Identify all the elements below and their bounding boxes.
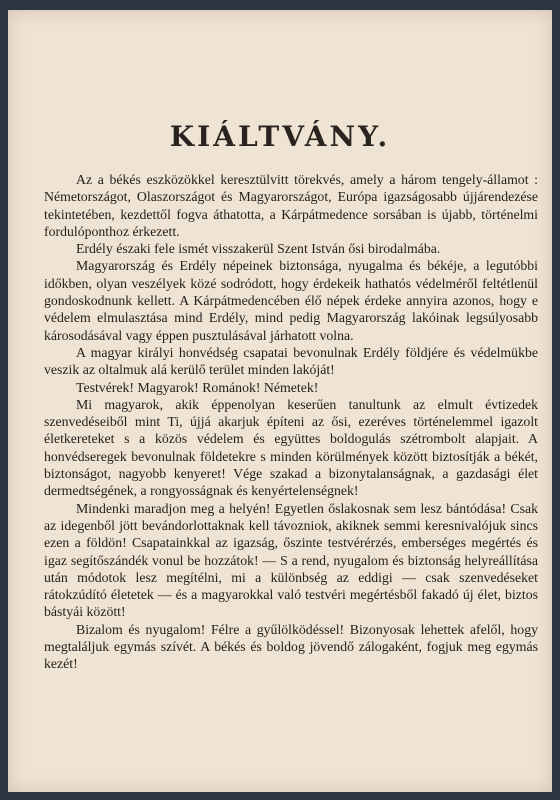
paragraph: Mindenki maradjon meg a helyén! Egyetlen őslakosnak sem lesz bántódása! Csak az idegenből jött bevándorlottaknak kell távozniok, akiknek semmi keresnivalójuk sincs ezen a földön! Csapatainkkal az igazság, őszinte testvérérzés, emberséges megértés és igaz segítőszándék vonul be hozzátok! — S a rend, nyugalom és biztonság helyreállítása után módotok lesz megítélni, mi a különbség az eddigi — csak szenvedéseket rátokzúdító életetek — és a magyarokkal való testvéri megértésből fakadó új élet, biztos bástyái között! (44, 500, 538, 620)
paragraph: Mi magyarok, akik éppenolyan keserűen tanultunk az elmult évtizedek szenvedéseiből mint Ti, újjá akarjuk építeni az ősi, ezeréves történelemmel igazolt életkereteket s a közös védelem és együttes boldogulás szétrombolt alapjait. A honvédseregek bevonulnak földetekre s minden körülmények között biztosítják a békét, biztonságot, nagyobb kenyeret! Vége szakad a bizonytalanságnak, a gazdasági élet dermedtségének, a rongyosságnak és kenyértelenségnek! (44, 396, 538, 499)
paragraph: Bizalom és nyugalom! Félre a gyűlölködéssel! Bizonyosak lehettek afelől, hogy megtaláljuk egymás szívét. A békés és boldog jövendő zálogaként, fogjuk meg egymás kezét! (44, 621, 538, 672)
paragraph: Az a békés eszközökkel keresztülvitt törekvés, amely a három tengely-államot : Németországot, Olaszországot és Magyarországot, Európa igazságosabb újjárendezése tekintetében, kezdettől fogva áthatotta, a Kárpátmedence sorsában is újabb, történelmi fordulóponthoz érkezett. (44, 172, 538, 239)
paragraph: Testvérek! Magyarok! Románok! Németek! (76, 379, 319, 395)
paragraph: A magyar királyi honvédség csapatai bevonulnak Erdély földjére és védelmükbe veszik az oltalmuk alá kerülő terület minden lakóját! (44, 344, 538, 378)
paragraph: Erdély északi fele ismét visszakerül Szent István ősi birodalmába. (76, 241, 441, 257)
proclamation-sheet (8, 10, 552, 792)
paragraph: Magyarország és Erdély népeinek biztonsága, nyugalma és békéje, a legutóbbi időkben, olyan veszélyek közé sodródott, hogy érdekeik hathatós védelméről feltétlenül gondoskodnunk kellett. A Kárpátmedencében élő népek érdeke annyira azonos, hogy e védelem elmulasztása mind Erdély, mind pedig Magyarország lakóinak legsúlyosabb károsodásával vagy éppen pusztulásával járhatott volna. (44, 258, 538, 343)
document-body (44, 171, 538, 673)
document-title: KIÁLTVÁNY. (169, 120, 391, 153)
